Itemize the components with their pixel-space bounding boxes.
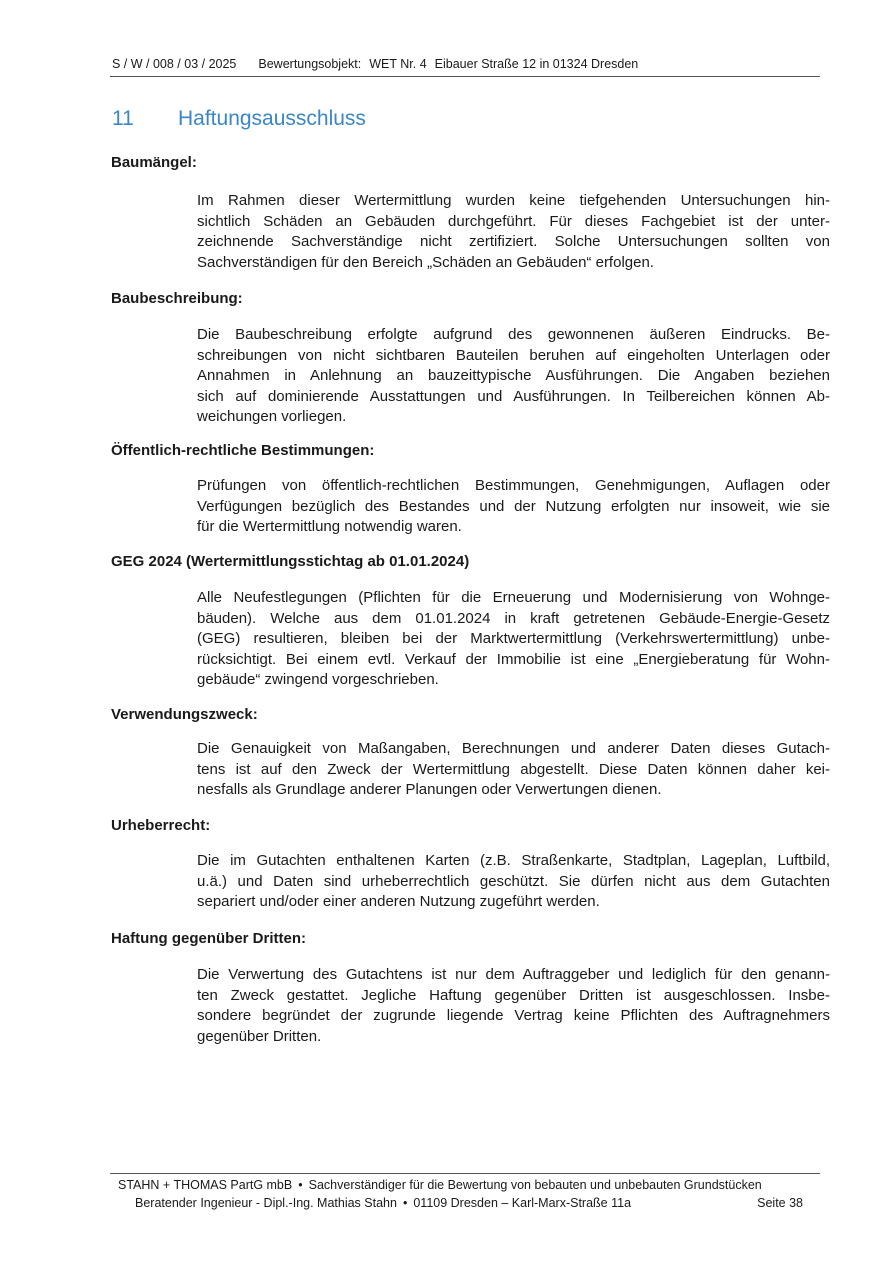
body-line: u.ä.) und Daten sind urheberrechtlich geschützt. Sie dürfen nicht aus dem Gutachten bbox=[197, 872, 830, 890]
section-body bbox=[197, 191, 830, 273]
body-line: sich auf dominierende Ausstattungen und Ausführungen. In Teilbereichen können Ab- bbox=[197, 387, 830, 405]
body-line: ten Zweck gestattet. Jegliche Haftung gegenüber Dritten ist ausgeschlossen. Insbe- bbox=[197, 986, 830, 1004]
footer-engineer: Beratender Ingenieur - Dipl.-Ing. Mathias Stahn bbox=[135, 1196, 397, 1210]
section-title: GEG 2024 (Wertermittlungsstichtag ab 01.01.2024) bbox=[111, 553, 470, 570]
body-line: Die Verwertung des Gutachtens ist nur dem Auftraggeber und lediglich für den genann- bbox=[197, 966, 830, 983]
body-line: rücksichtigt. Bei einem evtl. Verkauf der Immobilie ist eine „Energieberatung für Wohn- bbox=[197, 650, 830, 668]
body-line: Die im Gutachten enthaltenen Karten (z.B. Straßenkarte, Stadtplan, Lageplan, Luftbild, bbox=[197, 852, 830, 869]
header-divider bbox=[110, 76, 820, 77]
chapter-number: 11 bbox=[112, 107, 134, 130]
section-body bbox=[197, 588, 830, 691]
section-title: Baubeschreibung: bbox=[111, 290, 243, 307]
body-line: Sachverständigen für den Bereich „Schäden an Gebäuden“ erfolgen. bbox=[197, 253, 654, 271]
chapter-heading bbox=[112, 107, 366, 131]
section-body bbox=[197, 476, 830, 538]
chapter-title: Haftungsausschluss bbox=[178, 107, 366, 130]
body-line: Prüfungen von öffentlich-rechtlichen Bestimmungen, Genehmigungen, Auflagen oder bbox=[197, 477, 830, 494]
body-line: für die Wertermittlung notwendig waren. bbox=[197, 518, 462, 536]
section-title: Öffentlich-rechtliche Bestimmungen: bbox=[111, 442, 375, 459]
body-line: Im Rahmen dieser Wertermittlung wurden keine tiefgehenden Untersuchungen hin- bbox=[197, 192, 830, 209]
body-line: Annahmen in Anlehnung an bauzeittypische Ausführungen. Die Angaben beziehen bbox=[197, 367, 830, 385]
footer-line-1 bbox=[118, 1178, 762, 1192]
section-title: Baumängel: bbox=[111, 154, 197, 171]
body-line: gegenüber Dritten. bbox=[197, 1027, 322, 1045]
body-line: sondere begründet der zugrunde liegende Vertrag keine Pflichten des Auftragnehmers bbox=[197, 1007, 830, 1025]
page-number: Seite 38 bbox=[757, 1196, 803, 1210]
body-line: Die Baubeschreibung erfolgte aufgrund des gewonnenen äußeren Eindrucks. Be- bbox=[197, 326, 830, 343]
body-line: schreibungen von nicht sichtbaren Bauteilen beruhen auf eingeholten Unterlagen oder bbox=[197, 346, 830, 364]
body-line: sichtlich Schäden an Gebäuden durchgeführt. Für dieses Fachgebiet ist der unter- bbox=[197, 212, 830, 230]
footer-divider bbox=[110, 1173, 820, 1174]
section-title: Urheberrecht: bbox=[111, 817, 211, 834]
footer-tagline: Sachverständiger für die Bewertung von bebauten und unbebauten Grundstücken bbox=[308, 1178, 762, 1192]
section-body bbox=[197, 739, 830, 801]
body-line: gebäude“ zwingend vorgeschrieben. bbox=[197, 671, 439, 689]
footer-firm: STAHN + THOMAS PartG mbB bbox=[118, 1178, 293, 1192]
object-label: Bewertungsobjekt: bbox=[258, 57, 362, 71]
body-line: bäuden). Welche aus dem 01.01.2024 in kraft getretenen Gebäude-Energie-Gesetz bbox=[197, 609, 830, 627]
section-body bbox=[197, 851, 830, 913]
body-line: separiert und/oder einer anderen Nutzung zugeführt werden. bbox=[197, 893, 600, 911]
section-title: Haftung gegenüber Dritten: bbox=[111, 930, 306, 947]
body-line: nesfalls als Grundlage anderer Planungen oder Verwertungen dienen. bbox=[197, 781, 662, 799]
bullet-separator: • bbox=[402, 1196, 408, 1210]
bullet-separator: • bbox=[298, 1178, 303, 1192]
body-line: Alle Neufestlegungen (Pflichten für die Erneuerung und Modernisierung von Wohnge- bbox=[197, 589, 830, 606]
section-body bbox=[197, 325, 830, 428]
body-line: zeichnende Sachverständige nicht zertifiziert. Solche Untersuchungen sollten von bbox=[197, 233, 830, 251]
section-title: Verwendungszweck: bbox=[111, 706, 258, 723]
section-body bbox=[197, 965, 830, 1047]
document-reference: S / W / 008 / 03 / 2025 bbox=[112, 57, 237, 71]
body-line: tens ist auf den Zweck der Wertermittlung abgestellt. Diese Daten können daher kei- bbox=[197, 760, 830, 778]
page-header bbox=[112, 57, 818, 71]
footer-address: 01109 Dresden – Karl-Marx-Straße 11a bbox=[413, 1196, 632, 1210]
body-line: (GEG) resultieren, bleiben bei der Marktwertermittlung (Verkehrswertermittlung) unbe- bbox=[197, 630, 830, 648]
footer-line-2 bbox=[135, 1196, 803, 1210]
body-line: Verfügungen bezüglich des Bestandes und der Nutzung erfolgten nur insoweit, wie sie bbox=[197, 497, 830, 515]
object-address: Eibauer Straße 12 in 01324 Dresden bbox=[434, 57, 639, 71]
object-code: WET Nr. 4 bbox=[369, 57, 427, 71]
body-line: weichungen vorliegen. bbox=[197, 408, 347, 426]
body-line: Die Genauigkeit von Maßangaben, Berechnungen und anderer Daten dieses Gutach- bbox=[197, 740, 830, 757]
